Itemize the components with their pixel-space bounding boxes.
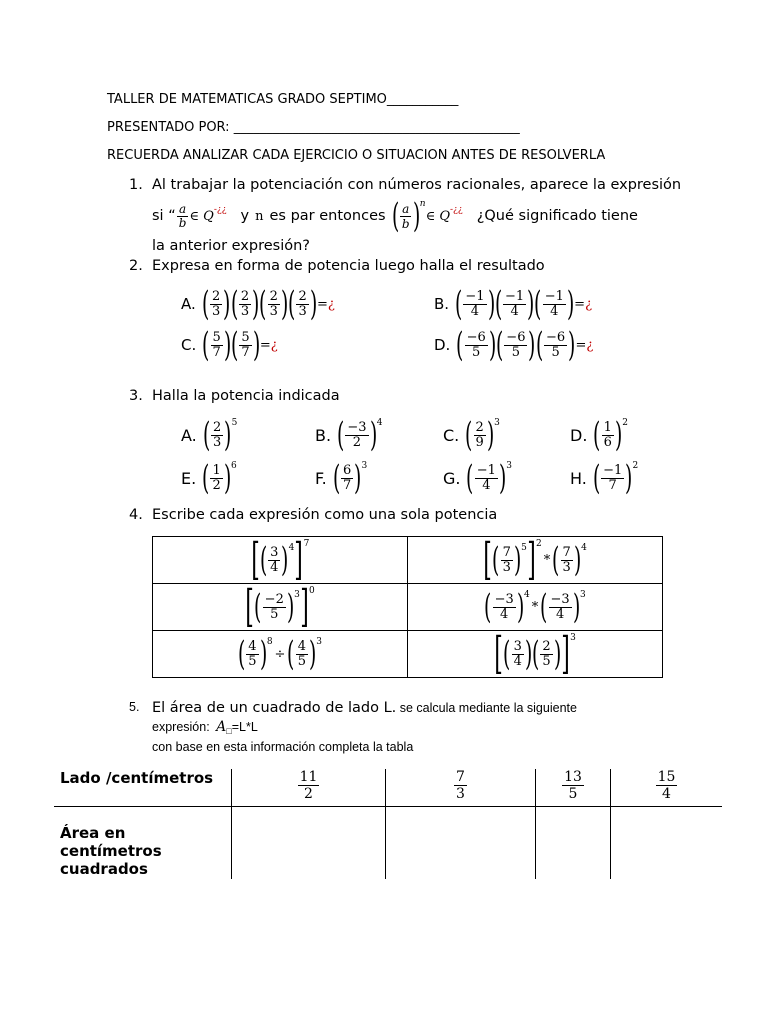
right-paren: ) <box>573 540 582 580</box>
q5-row2-header: Área en centímetros cuadrados <box>60 824 162 878</box>
left-paren: ( <box>535 325 544 365</box>
numerator: −2 <box>264 591 284 607</box>
q5-side-2 <box>386 769 535 802</box>
numerator: 2 <box>213 419 222 435</box>
numerator: 2 <box>475 419 484 435</box>
denominator: 3 <box>502 559 511 575</box>
operator: * <box>543 552 551 568</box>
exponent: 3 <box>361 461 368 471</box>
right-paren: ) <box>308 634 317 674</box>
answer-mark: ¿ <box>585 296 593 312</box>
q1-line2 <box>152 198 638 234</box>
numerator: 2 <box>240 288 250 304</box>
fraction <box>345 421 368 450</box>
q3-number: 3. <box>129 388 143 404</box>
q4-cell-r3c2 <box>408 628 663 679</box>
left-paren: ( <box>259 540 268 580</box>
denominator: 2 <box>304 786 313 802</box>
q2-number: 2. <box>129 258 143 274</box>
q1-exponent-n: n <box>419 199 426 209</box>
right-paren: ) <box>553 634 561 674</box>
math-expression <box>494 628 576 679</box>
left-paren: ( <box>332 458 340 498</box>
right-paren: ) <box>224 415 232 455</box>
q5-expr-label: expresión: <box>152 720 210 734</box>
q3-item-f <box>315 458 368 498</box>
fraction <box>501 546 513 575</box>
right-bracket: ] <box>300 581 309 632</box>
right-paren: ) <box>223 458 232 498</box>
left-paren: ( <box>492 540 500 580</box>
q5-side-1 <box>232 769 385 802</box>
numerator: 7 <box>456 769 465 785</box>
left-paren: ( <box>288 284 296 324</box>
q5-area-input-2[interactable] <box>386 807 535 879</box>
denominator: 3 <box>562 559 571 575</box>
right-paren: ) <box>498 458 507 498</box>
denominator: 5 <box>248 653 257 669</box>
q5-area-input-3[interactable] <box>536 807 610 879</box>
left-paren: ( <box>237 634 246 674</box>
q3-item-c <box>443 415 500 455</box>
answer-mark: ¿ <box>327 296 335 312</box>
q1-in-q-2: ∈ Q <box>425 208 450 224</box>
denominator: 2 <box>212 477 221 493</box>
fraction <box>341 464 353 493</box>
right-paren: ) <box>286 587 295 627</box>
numerator: 13 <box>564 769 582 785</box>
q5-text-big: El área de un cuadrado de lado L. <box>152 700 397 716</box>
q5-area-symbol: A <box>216 719 227 735</box>
exponent: 0 <box>309 586 315 596</box>
right-paren: ) <box>280 284 289 324</box>
denominator: 4 <box>470 303 480 319</box>
fraction <box>268 290 280 319</box>
fraction <box>463 290 486 319</box>
q5-number: 5. <box>129 700 140 714</box>
numerator: −3 <box>494 591 514 607</box>
right-paren: ) <box>252 284 260 324</box>
numerator: −6 <box>546 329 566 345</box>
denominator: 4 <box>513 653 522 669</box>
left-paren: ( <box>466 458 474 498</box>
numerator: −1 <box>603 462 623 478</box>
q1-marks-2: -¿¿ <box>450 205 463 215</box>
q1-y: y <box>240 208 250 224</box>
q5-line1 <box>152 697 577 716</box>
numerator: −6 <box>506 329 526 345</box>
q3-item-g <box>443 458 512 498</box>
denominator: 9 <box>475 434 484 450</box>
left-paren: ( <box>202 325 210 365</box>
exponent: 2 <box>632 461 639 471</box>
q1-si: si “ <box>152 208 176 224</box>
q5-line2 <box>152 719 258 735</box>
fraction <box>493 593 516 622</box>
fraction <box>475 464 498 493</box>
fraction <box>474 421 486 450</box>
left-paren: ( <box>254 587 262 627</box>
exponent: 7 <box>303 539 310 549</box>
numerator: −1 <box>544 288 564 304</box>
denominator: 4 <box>555 606 565 622</box>
left-bracket: [ <box>494 628 504 679</box>
numerator: 1 <box>212 462 221 478</box>
right-paren: ) <box>412 196 420 236</box>
left-paren: ( <box>202 458 210 498</box>
right-paren: ) <box>354 458 362 498</box>
worksheet-title: TALLER DE MATEMATICAS GRADO SEPTIMO___________ <box>107 92 459 107</box>
fraction <box>454 769 467 802</box>
right-paren: ) <box>281 540 289 580</box>
left-paren: ( <box>484 587 492 627</box>
operator: * <box>531 599 539 615</box>
item-label: F. <box>315 468 327 488</box>
left-paren: ( <box>259 284 267 324</box>
answer-mark: ¿ <box>270 337 278 353</box>
q4-cell-r2c2 <box>408 584 663 631</box>
math-expression <box>483 534 587 585</box>
q4-cell-r3c1 <box>153 631 408 678</box>
q1-b: b <box>178 215 187 230</box>
left-paren: ( <box>230 284 238 324</box>
fraction <box>239 290 251 319</box>
q1-n: n <box>255 208 264 224</box>
q4-text: Escribe cada expresión como una sola potencia <box>152 507 498 523</box>
q5-area-input-4[interactable] <box>611 807 722 879</box>
denominator: 3 <box>298 303 307 319</box>
numerator: 3 <box>513 638 522 654</box>
exponent: 3 <box>494 418 500 428</box>
numerator: 3 <box>270 544 279 560</box>
denominator: 3 <box>456 786 465 802</box>
numerator: −3 <box>550 591 570 607</box>
q1-a: a <box>178 201 187 216</box>
denominator: 5 <box>472 344 481 360</box>
denominator: 4 <box>662 786 671 802</box>
exponent: 4 <box>524 590 530 600</box>
q2-label-c: C. <box>181 336 197 354</box>
numerator: −1 <box>505 288 525 304</box>
denominator: 4 <box>500 606 509 622</box>
fraction <box>211 421 223 450</box>
fraction <box>298 769 320 802</box>
fraction <box>656 769 678 802</box>
q4-cell-r1c1 <box>153 534 408 585</box>
q1-question: ¿Qué significado tiene <box>476 208 638 224</box>
fraction <box>246 640 258 669</box>
fraction <box>549 593 572 622</box>
item-label: A. <box>181 425 197 445</box>
numerator: 2 <box>542 638 551 654</box>
exponent: 2 <box>622 418 628 428</box>
numerator: 6 <box>342 462 352 478</box>
item-label: C. <box>443 425 460 445</box>
numerator: 7 <box>562 544 571 560</box>
exponent: 3 <box>316 637 322 647</box>
fraction <box>543 290 566 319</box>
denominator: 4 <box>510 303 519 319</box>
q1-line1: Al trabajar la potenciación con números racionales, aparece la expresión <box>152 177 682 193</box>
numerator: −6 <box>466 329 486 345</box>
denominator: 3 <box>212 303 221 319</box>
numerator: 2 <box>212 288 221 304</box>
fraction <box>504 331 527 360</box>
right-paren: ) <box>527 284 535 324</box>
math-expression <box>250 534 310 585</box>
left-paren: ( <box>593 415 601 455</box>
numerator: −3 <box>347 419 367 435</box>
fraction <box>263 593 286 622</box>
left-paren: ( <box>287 634 295 674</box>
q3-item-a <box>181 415 238 455</box>
q5-table <box>54 769 722 879</box>
right-paren: ) <box>572 587 580 627</box>
left-paren: ( <box>201 284 210 324</box>
q5-text-small: se calcula mediante la siguiente <box>396 701 577 715</box>
operator: ÷ <box>274 646 286 662</box>
q4-table <box>152 536 663 678</box>
left-paren: ( <box>532 634 540 674</box>
denominator: 5 <box>542 653 551 669</box>
q1-marks-1: -¿¿ <box>213 205 227 215</box>
denominator: 4 <box>550 303 559 319</box>
fraction <box>268 546 280 575</box>
right-paren: ) <box>488 325 497 365</box>
q1-in-q: ∈ Q <box>189 208 214 224</box>
left-paren: ( <box>592 458 601 498</box>
right-paren: ) <box>516 587 525 627</box>
left-bracket: [ <box>483 534 493 585</box>
q5-formula: =L*L <box>231 720 258 734</box>
right-paren: ) <box>223 325 232 365</box>
left-bracket: [ <box>250 534 260 585</box>
left-paren: ( <box>202 415 211 455</box>
right-paren: ) <box>524 634 533 674</box>
presented-by-line: PRESENTADO POR: ____________________________________________ <box>107 120 520 135</box>
denominator: 7 <box>608 477 617 493</box>
denominator: 3 <box>213 434 222 450</box>
equals-sign: = <box>317 296 328 312</box>
item-label: D. <box>570 425 588 445</box>
denominator: 7 <box>241 344 250 360</box>
exponent: 3 <box>294 590 300 600</box>
q2-label-d: D. <box>434 336 451 354</box>
denominator: 5 <box>297 653 306 669</box>
q2-label-a: A. <box>181 295 196 313</box>
q2-item-b <box>434 284 593 324</box>
numerator: 2 <box>298 288 307 304</box>
numerator: 1 <box>603 419 612 435</box>
denominator: 4 <box>482 477 491 493</box>
right-paren: ) <box>568 325 576 365</box>
q1-power-a-b-n <box>391 196 426 236</box>
left-bracket: [ <box>245 581 255 632</box>
q1-b2: b <box>401 216 410 231</box>
q5-area-input-1[interactable] <box>232 807 385 879</box>
denominator: 5 <box>568 786 578 802</box>
left-paren: ( <box>503 634 511 674</box>
right-paren: ) <box>614 415 623 455</box>
fraction <box>465 331 488 360</box>
fraction <box>210 464 222 493</box>
fraction <box>562 769 584 802</box>
numerator: 2 <box>269 288 278 304</box>
right-paren: ) <box>259 634 267 674</box>
right-paren: ) <box>486 415 495 455</box>
q1-es-par: es par entonces <box>269 208 386 224</box>
q2-label-b: B. <box>434 295 450 313</box>
q4-cell-r2c1 <box>153 581 408 632</box>
equals-sign: = <box>575 337 587 353</box>
math-expression <box>245 581 315 632</box>
denominator: 3 <box>269 303 278 319</box>
q5-side-4 <box>611 769 722 802</box>
left-paren: ( <box>540 587 548 627</box>
exponent: 4 <box>288 543 295 553</box>
right-paren: ) <box>223 284 231 324</box>
left-paren: ( <box>494 284 503 324</box>
item-label: H. <box>570 468 587 488</box>
q1-a2: a <box>402 201 410 216</box>
left-paren: ( <box>496 325 504 365</box>
exponent: 2 <box>536 539 542 549</box>
item-label: E. <box>181 468 197 488</box>
answer-mark: ¿ <box>586 337 594 353</box>
q2-item-c <box>181 325 278 365</box>
q3-item-b <box>315 415 383 455</box>
fraction <box>512 640 524 669</box>
numerator: 15 <box>657 769 676 785</box>
q3-item-d <box>570 415 628 455</box>
right-bracket: ] <box>527 534 536 585</box>
numerator: 11 <box>299 769 318 785</box>
numerator: 5 <box>212 329 221 345</box>
numerator: 4 <box>297 638 306 654</box>
right-paren: ) <box>625 458 633 498</box>
fraction <box>296 290 308 319</box>
right-paren: ) <box>487 284 495 324</box>
q1-line3: la anterior expresión? <box>152 238 310 254</box>
math-expression <box>237 634 322 674</box>
left-paren: ( <box>337 415 345 455</box>
q1-fraction-a-b-2 <box>400 202 412 231</box>
exponent: 3 <box>506 461 512 471</box>
fraction <box>601 464 624 493</box>
q3-item-h <box>570 458 639 498</box>
numerator: 4 <box>248 638 257 654</box>
left-paren: ( <box>455 284 463 324</box>
fraction <box>544 331 567 360</box>
item-label: G. <box>443 468 461 488</box>
q4-number: 4. <box>129 507 143 523</box>
q5-side-3 <box>536 769 610 802</box>
left-paren: ( <box>534 284 542 324</box>
fraction <box>602 421 614 450</box>
fraction <box>211 331 223 360</box>
denominator: 3 <box>240 303 250 319</box>
left-paren: ( <box>231 325 239 365</box>
q2-item-a <box>181 284 335 324</box>
fraction <box>540 640 552 669</box>
q2-item-d <box>434 325 594 365</box>
exponent: 5 <box>521 543 527 553</box>
denominator: 5 <box>551 344 560 360</box>
denominator: 5 <box>511 344 521 360</box>
denominator: 5 <box>270 606 279 622</box>
equals-sign: = <box>259 337 271 353</box>
denominator: 7 <box>342 477 352 493</box>
fraction <box>296 640 308 669</box>
q1-number: 1. <box>129 177 143 193</box>
right-paren: ) <box>252 325 260 365</box>
q5-square-subscript: □ <box>226 726 232 736</box>
equals-sign: = <box>574 296 586 312</box>
left-paren: ( <box>391 196 399 236</box>
right-bracket: ] <box>294 534 304 585</box>
denominator: 7 <box>212 344 221 360</box>
exponent: 8 <box>266 637 273 647</box>
q1-fraction-a-b <box>177 203 189 230</box>
right-paren: ) <box>528 325 536 365</box>
right-paren: ) <box>309 284 318 324</box>
exponent: 4 <box>376 418 383 428</box>
math-expression <box>484 587 586 627</box>
q2-text: Expresa en forma de potencia luego halla el resultado <box>152 258 545 274</box>
numerator: 5 <box>241 329 250 345</box>
denominator: 2 <box>352 434 362 450</box>
right-paren: ) <box>369 415 377 455</box>
q3-item-e <box>181 458 237 498</box>
denominator: 4 <box>270 559 279 575</box>
left-paren: ( <box>552 540 560 580</box>
numerator: −1 <box>465 288 485 304</box>
exponent: 4 <box>581 543 587 553</box>
fraction <box>210 290 222 319</box>
q5-line3: con base en esta información completa la tabla <box>152 740 414 754</box>
exponent: 5 <box>231 418 238 428</box>
exponent: 6 <box>231 461 237 471</box>
fraction <box>561 546 573 575</box>
denominator: 6 <box>603 434 612 450</box>
exponent: 3 <box>570 633 576 643</box>
numerator: 7 <box>502 544 511 560</box>
right-bracket: ] <box>561 628 570 679</box>
fraction <box>239 331 251 360</box>
left-paren: ( <box>465 415 473 455</box>
instruction-line: RECUERDA ANALIZAR CADA EJERCICIO O SITUACION ANTES DE RESOLVERLA <box>107 148 606 163</box>
q4-cell-r1c2 <box>408 534 663 585</box>
item-label: B. <box>315 425 332 445</box>
q5-row1-header: Lado /centímetros <box>60 769 214 787</box>
left-paren: ( <box>456 325 464 365</box>
right-paren: ) <box>566 284 575 324</box>
q3-text: Halla la potencia indicada <box>152 388 340 404</box>
fraction <box>503 290 526 319</box>
right-paren: ) <box>513 540 522 580</box>
exponent: 3 <box>579 590 586 600</box>
numerator: −1 <box>476 462 496 478</box>
